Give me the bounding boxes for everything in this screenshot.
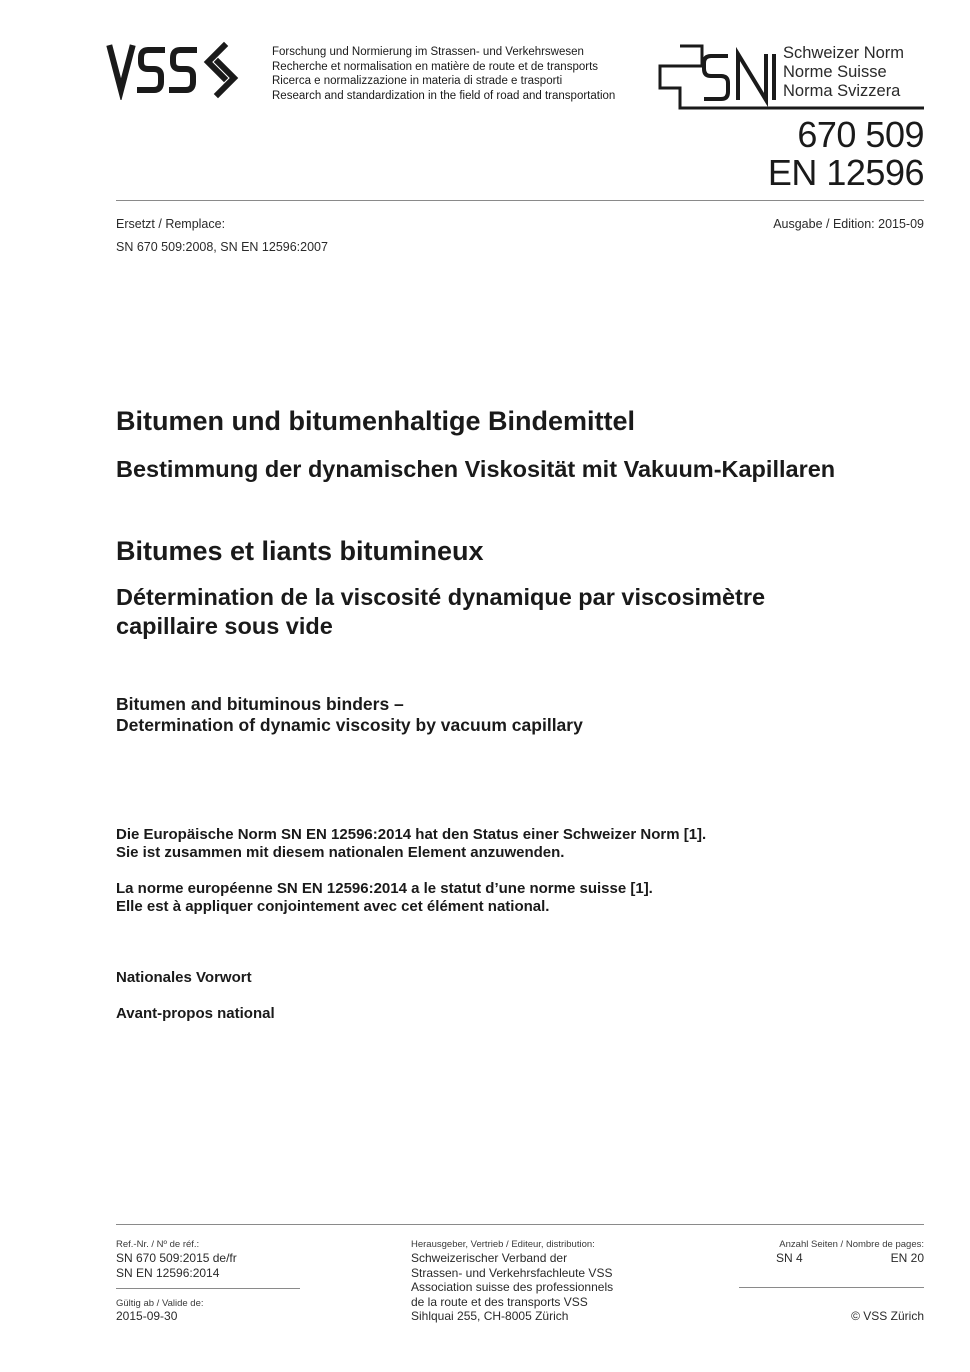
tagline-de: Forschung und Normierung im Strassen- und Verkehrswesen bbox=[272, 46, 584, 58]
subtitle-fr bbox=[116, 583, 765, 641]
subtitle-de-line: Bestimmung der dynamischen Viskosität mit Vakuum-Kapillaren bbox=[116, 456, 836, 482]
sn-name-it: Norma Svizzera bbox=[783, 82, 901, 100]
edition: Ausgabe / Edition: 2015-09 bbox=[773, 217, 924, 231]
en-number: EN 12596 bbox=[767, 152, 924, 193]
sn-name-de: Schweizer Norm bbox=[783, 44, 905, 62]
sn-name-fr: Norme Suisse bbox=[783, 63, 887, 81]
replaces-label: Ersetzt / Remplace: bbox=[116, 217, 226, 231]
ref-label: Ref.-Nr. / Nº de réf.: bbox=[116, 1239, 200, 1250]
title-en-line-1: Bitumen and bituminous binders – bbox=[116, 694, 404, 714]
tagline-it: Ricerca e normalizzazione in materia di strade e trasporti bbox=[272, 75, 563, 88]
title-en bbox=[116, 694, 583, 736]
publisher-line: Sihlquai 255, CH-8005 Zürich bbox=[411, 1309, 569, 1324]
pages-sn: SN 4 bbox=[776, 1251, 803, 1265]
status-statement-fr bbox=[116, 880, 653, 916]
statement-fr-line-1: La norme européenne SN EN 12596:2014 a le statut d’une norme suisse [1]. bbox=[116, 880, 653, 897]
sn-names bbox=[783, 44, 904, 101]
footer-divider bbox=[116, 1224, 924, 1225]
publisher-label: Herausgeber, Vertrieb / Editeur, distribution: bbox=[411, 1239, 595, 1250]
tagline-en: Research and standardization in the field of road and transportation bbox=[272, 89, 616, 102]
title-en-line-2: Determination of dynamic viscosity by vacuum capillary bbox=[116, 715, 583, 735]
pages-en: EN 20 bbox=[890, 1251, 924, 1265]
subtitle-fr-line-2: capillaire sous vide bbox=[116, 613, 333, 639]
publisher-line: Association suisse des professionnels bbox=[411, 1280, 614, 1295]
statement-de-line-2: Sie ist zusammen mit diesem nationalen Element anzuwenden. bbox=[116, 844, 565, 861]
publisher-line: de la route et des transports VSS bbox=[411, 1294, 588, 1309]
ref-values bbox=[116, 1251, 237, 1280]
title-fr: Bitumes et liants bitumineux bbox=[116, 536, 484, 566]
tagline-fr: Recherche et normalisation en matière de route et de transports bbox=[272, 60, 599, 73]
publisher-line: Strassen- und Verkehrsfachleute VSS bbox=[411, 1265, 613, 1280]
footer-right-divider bbox=[739, 1287, 924, 1288]
vss-tagline bbox=[272, 45, 615, 103]
ref-en: SN EN 12596:2014 bbox=[116, 1265, 220, 1280]
foreword-heading-fr: Avant-propos national bbox=[116, 1005, 275, 1022]
publisher-line: Schweizerischer Verband der bbox=[411, 1251, 568, 1265]
foreword-heading-de: Nationales Vorwort bbox=[116, 969, 252, 986]
publisher-address bbox=[411, 1251, 613, 1324]
header-divider bbox=[116, 200, 924, 201]
subtitle-de bbox=[116, 455, 835, 484]
status-statement-de bbox=[116, 826, 706, 862]
subtitle-fr-line-1: Détermination de la viscosité dynamique par viscosimètre bbox=[116, 584, 766, 610]
valid-label: Gültig ab / Valide de: bbox=[116, 1298, 204, 1309]
title-de: Bitumen und bitumenhaltige Bindemittel bbox=[116, 406, 635, 436]
footer-left-divider bbox=[116, 1288, 300, 1289]
vss-logo bbox=[106, 40, 266, 105]
valid-value: 2015-09-30 bbox=[116, 1309, 178, 1323]
copyright: © VSS Zürich bbox=[851, 1309, 924, 1323]
ref-sn: SN 670 509:2015 de/fr bbox=[116, 1251, 237, 1265]
replaces-value: SN 670 509:2008, SN EN 12596:2007 bbox=[116, 240, 328, 254]
pages-label: Anzahl Seiten / Nombre de pages: bbox=[779, 1239, 924, 1250]
statement-de-line-1: Die Europäische Norm SN EN 12596:2014 hat den Status einer Schweizer Norm [1]. bbox=[116, 826, 707, 843]
document-number-block bbox=[768, 116, 924, 192]
statement-fr-line-2: Elle est à appliquer conjointement avec cet élément national. bbox=[116, 898, 550, 915]
sn-number: 670 509 bbox=[797, 114, 924, 155]
